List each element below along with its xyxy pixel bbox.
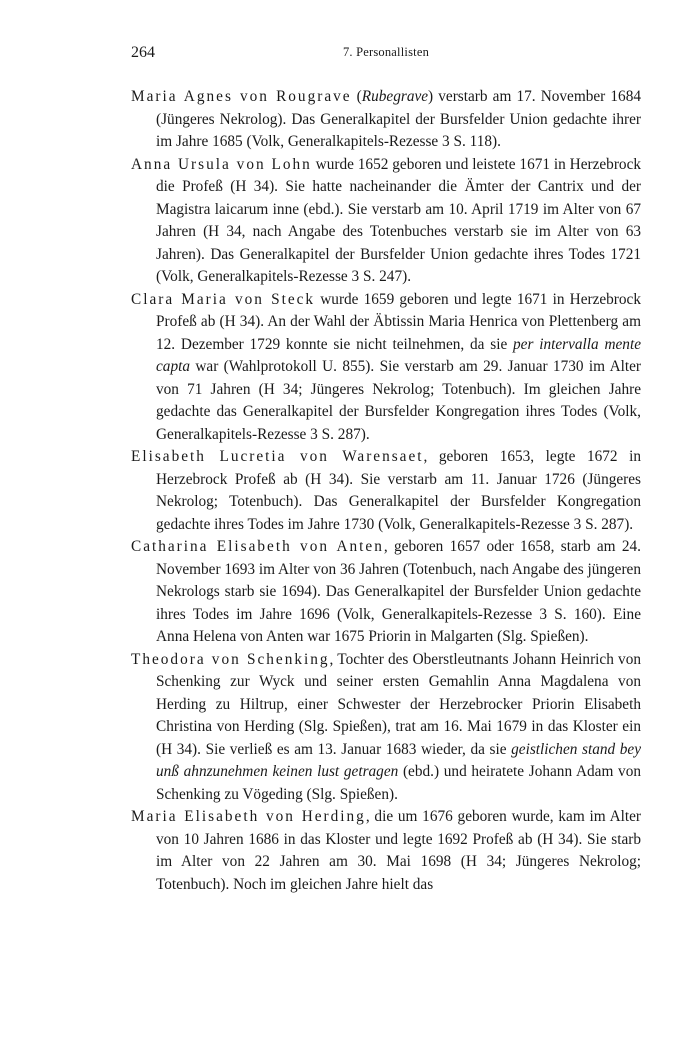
person-entry bbox=[131, 446, 641, 536]
person-name: Elisabeth Lucretia von Warensaet bbox=[131, 448, 424, 465]
entry-text: wurde 1659 geboren und legte 1671 in Herzebrock Profeß ab (H 34). An der Wahl der Äbtissin Maria Henrica von Plettenberg am 12. Dezember 1729 konnte sie nicht teilnehmen, da sie bbox=[156, 290, 641, 353]
person-name: Maria Agnes von Rougrave bbox=[131, 88, 352, 105]
person-entry bbox=[131, 536, 641, 649]
entry-text: ) verstarb am 17. November 1684 (Jüngeres Nekrolog). Das Generalkapitel der Bursfelder Union gedachte ihrer im Jahre 1685 (Volk, Generalkapitels-Rezesse 3 S. 118). bbox=[156, 88, 641, 150]
entry-text: wurde 1652 geboren und leistete 1671 in Herzebrock die Profeß (H 34). Sie hatte nacheinander die Ämter der Cantrix und der Magistra laicarum inne (ebd.). Sie verstarb am 10. April 1719 im Alter von 67 Jahren (H 34, nach Angabe des Totenbuches verstarb sie im Alter von 63 Jahren). Das Generalkapitel der Bursfelder Union gedachte ihres Todes 1721 (Volk, Generalkapitels-Rezesse 3 S. 247). bbox=[156, 155, 642, 285]
entry-text: , die um 1676 geboren wurde, kam im Alter von 10 Jahren 1686 in das Kloster und legte 1692 Profeß ab (H 34). Sie starb im Alter von 22 Jahren am 30. Mai 1698 (H 34; Jüngeres Nekrolog; Totenbuch). Noch im gleichen Jahre hielt das bbox=[156, 808, 641, 893]
entry-text: (ebd.) und heiratete Johann Adam von Schenking zu Vögeding (Slg. Spießen). bbox=[156, 763, 641, 803]
running-head bbox=[131, 44, 641, 70]
entry-text: ( bbox=[351, 88, 362, 105]
entry-text: , geboren 1657 oder 1658, starb am 24. November 1693 im Alter von 36 Jahren (Totenbuch, nach Angabe des jüngeren Nekrologs starb sie 1694). Das Generalkapitel der Bursfelder Union gedachte ihres Todes im Jahre 1696 (Volk, Generalkapitels-Rezesse 3 S. 160). Eine Anna Helena von Anten war 1675 Priorin in Malgarten (Slg. Spießen). bbox=[156, 538, 641, 645]
entry-list bbox=[131, 86, 641, 896]
entry-text-italic: per intervalla mente capta bbox=[156, 335, 641, 375]
person-name: Maria Elisabeth von Herding bbox=[131, 808, 366, 825]
person-entry bbox=[131, 649, 641, 807]
entry-text-italic: Rubegrave bbox=[361, 88, 429, 105]
person-name: Catharina Elisabeth von Anten bbox=[131, 538, 384, 555]
entry-text: war (Wahlprotokoll U. 855). Sie verstarb am 29. Januar 1730 im Alter von 71 Jahren (H 34; Jüngeres Nekrolog; Totenbuch). Im gleichen Jahre gedachte das Generalkapitel der Bursfelder Kongregation ihres Todes (Volk, Generalkapitels-Rezesse 3 S. 287). bbox=[156, 358, 641, 443]
page-number: 264 bbox=[131, 44, 155, 61]
person-entry bbox=[131, 806, 641, 896]
entry-text-italic: geistlichen stand bey unß ahnzunehmen keinen lust getragen bbox=[156, 740, 642, 780]
person-entry bbox=[131, 154, 641, 289]
person-name: Anna Ursula von Lohn bbox=[131, 155, 312, 173]
book-page bbox=[131, 44, 641, 896]
person-name: Clara Maria von Steck bbox=[131, 290, 316, 308]
person-entry bbox=[131, 289, 641, 447]
person-entry bbox=[131, 86, 641, 154]
person-name: Theodora von Schenking bbox=[131, 650, 330, 668]
entry-text: , geboren 1653, legte 1672 in Herzebrock Profeß ab (H 34). Sie verstarb am 11. Januar 1726 (Jüngeres Nekrolog; Totenbuch). Das Generalkapitel der Bursfelder Kongregation gedachte ihres Todes im Jahre 1730 (Volk, Generalkapitels-Rezesse 3 S. 287). bbox=[156, 448, 641, 533]
running-title: 7. Personallisten bbox=[342, 45, 430, 59]
entry-text: , Tochter des Oberstleutnants Johann Heinrich von Schenking zur Wyck und seiner ersten Gemahlin Anna Magdalena von Herding zu Hiltrup, einer Schwester der Herzebrocker Priorin Elisabeth Christina von Herding (Slg. Spießen), trat am 16. Mai 1679 in das Kloster ein (H 34). Sie verließ es am 13. Januar 1683 wieder, da sie bbox=[156, 650, 641, 758]
